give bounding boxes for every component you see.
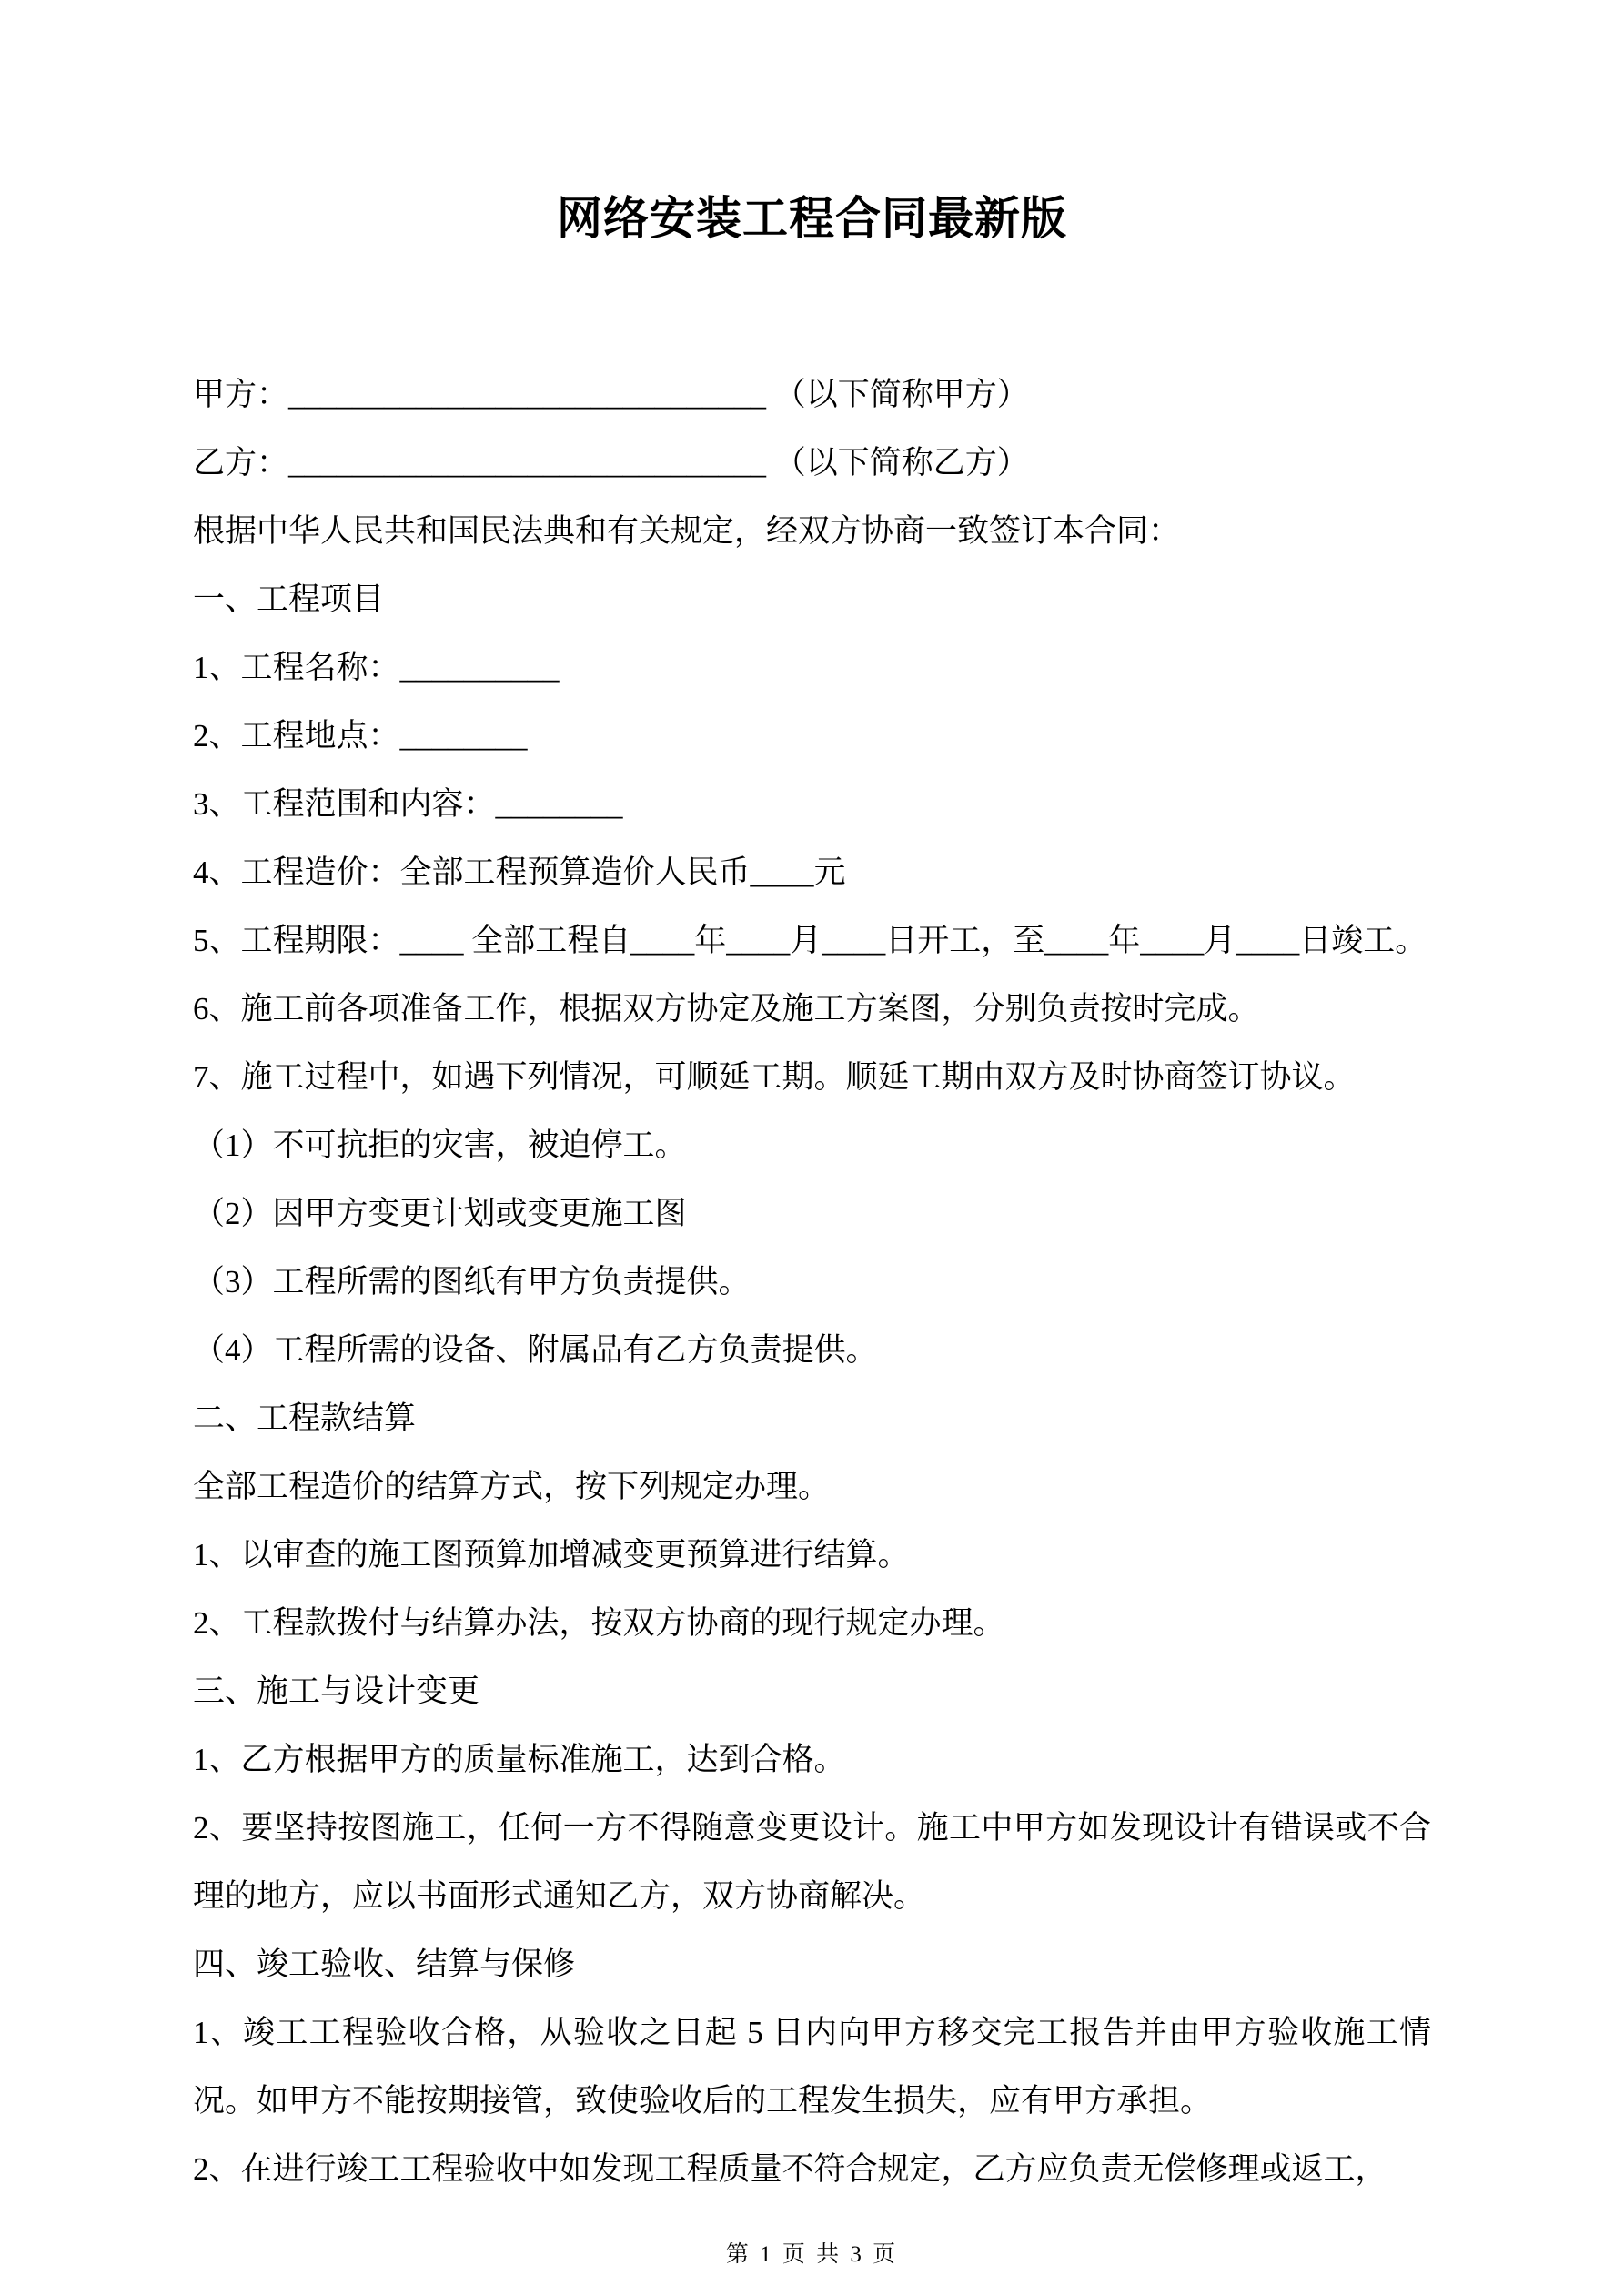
- paragraph: 7、施工过程中，如遇下列情况，可顺延工期。顺延工期由双方及时协商签订协议。: [193, 1059, 1356, 1095]
- sub-item: （4）工程所需的设备、附属品有乙方负责提供。: [193, 1332, 878, 1368]
- section-1-heading: 一、工程项目: [193, 582, 385, 617]
- sub-item: （3）工程所需的图纸有甲方负责提供。: [193, 1264, 751, 1300]
- paragraph: 2、工程地点：________: [193, 718, 528, 754]
- party-a-line: 甲方：______________________________ （以下简称甲方）: [193, 377, 1029, 412]
- paragraph: 全部工程造价的结算方式，按下列规定办理。: [193, 1469, 831, 1504]
- paragraph: 2、工程款拨付与结算办法，按双方协商的现行规定办理。: [193, 1605, 1005, 1641]
- preamble: 根据中华人民共和国民法典和有关规定，经双方协商一致签订本合同：: [193, 513, 1181, 549]
- section-2-heading: 二、工程款结算: [193, 1401, 417, 1436]
- section-3-heading: 三、施工与设计变更: [193, 1674, 480, 1709]
- paragraph: 2、要坚持按图施工，任何一方不得随意变更设计。施工中甲方如发现设计有错误或不合理的地方，应以书面形式通知乙方，双方协商解决。: [193, 1810, 1431, 1914]
- paragraph: 5、工程期限：____ 全部工程自____年____月____日开工，至____年____月____日竣工。: [193, 923, 1427, 958]
- paragraph: 1、以审查的施工图预算加增减变更预算进行结算。: [193, 1537, 910, 1573]
- paragraph: 1、工程名称：__________: [193, 650, 560, 685]
- paragraph: 3、工程范围和内容：________: [193, 786, 623, 822]
- page-number-footer: 第 1 页 共 3 页: [725, 2242, 899, 2267]
- sub-item: （1）不可抗拒的灾害，被迫停工。: [193, 1128, 687, 1163]
- paragraph: 4、工程造价：全部工程预算造价人民币____元: [193, 855, 846, 890]
- paragraph: 2、在进行竣工工程验收中如发现工程质量不符合规定，乙方应负责无偿修理或返工，: [193, 2151, 1387, 2187]
- party-b-line: 乙方：______________________________ （以下简称乙方）: [193, 445, 1029, 480]
- paragraph: 6、施工前各项准备工作，根据双方协定及施工方案图，分别负责按时完成。: [193, 991, 1260, 1027]
- paragraph: 1、竣工工程验收合格，从验收之日起 5 日内向甲方移交完工报告并由甲方验收施工情况。如甲方不能按期接管，致使验收后的工程发生损失，应有甲方承担。: [193, 2015, 1431, 2119]
- paragraph: 1、乙方根据甲方的质量标准施工，达到合格。: [193, 1742, 846, 1777]
- section-4-heading: 四、竣工验收、结算与保修: [193, 1947, 576, 1982]
- sub-item: （2）因甲方变更计划或变更施工图: [193, 1196, 687, 1231]
- document-body: [0, 244, 1624, 2203]
- document-title: 网络安装工程合同最新版: [557, 193, 1067, 244]
